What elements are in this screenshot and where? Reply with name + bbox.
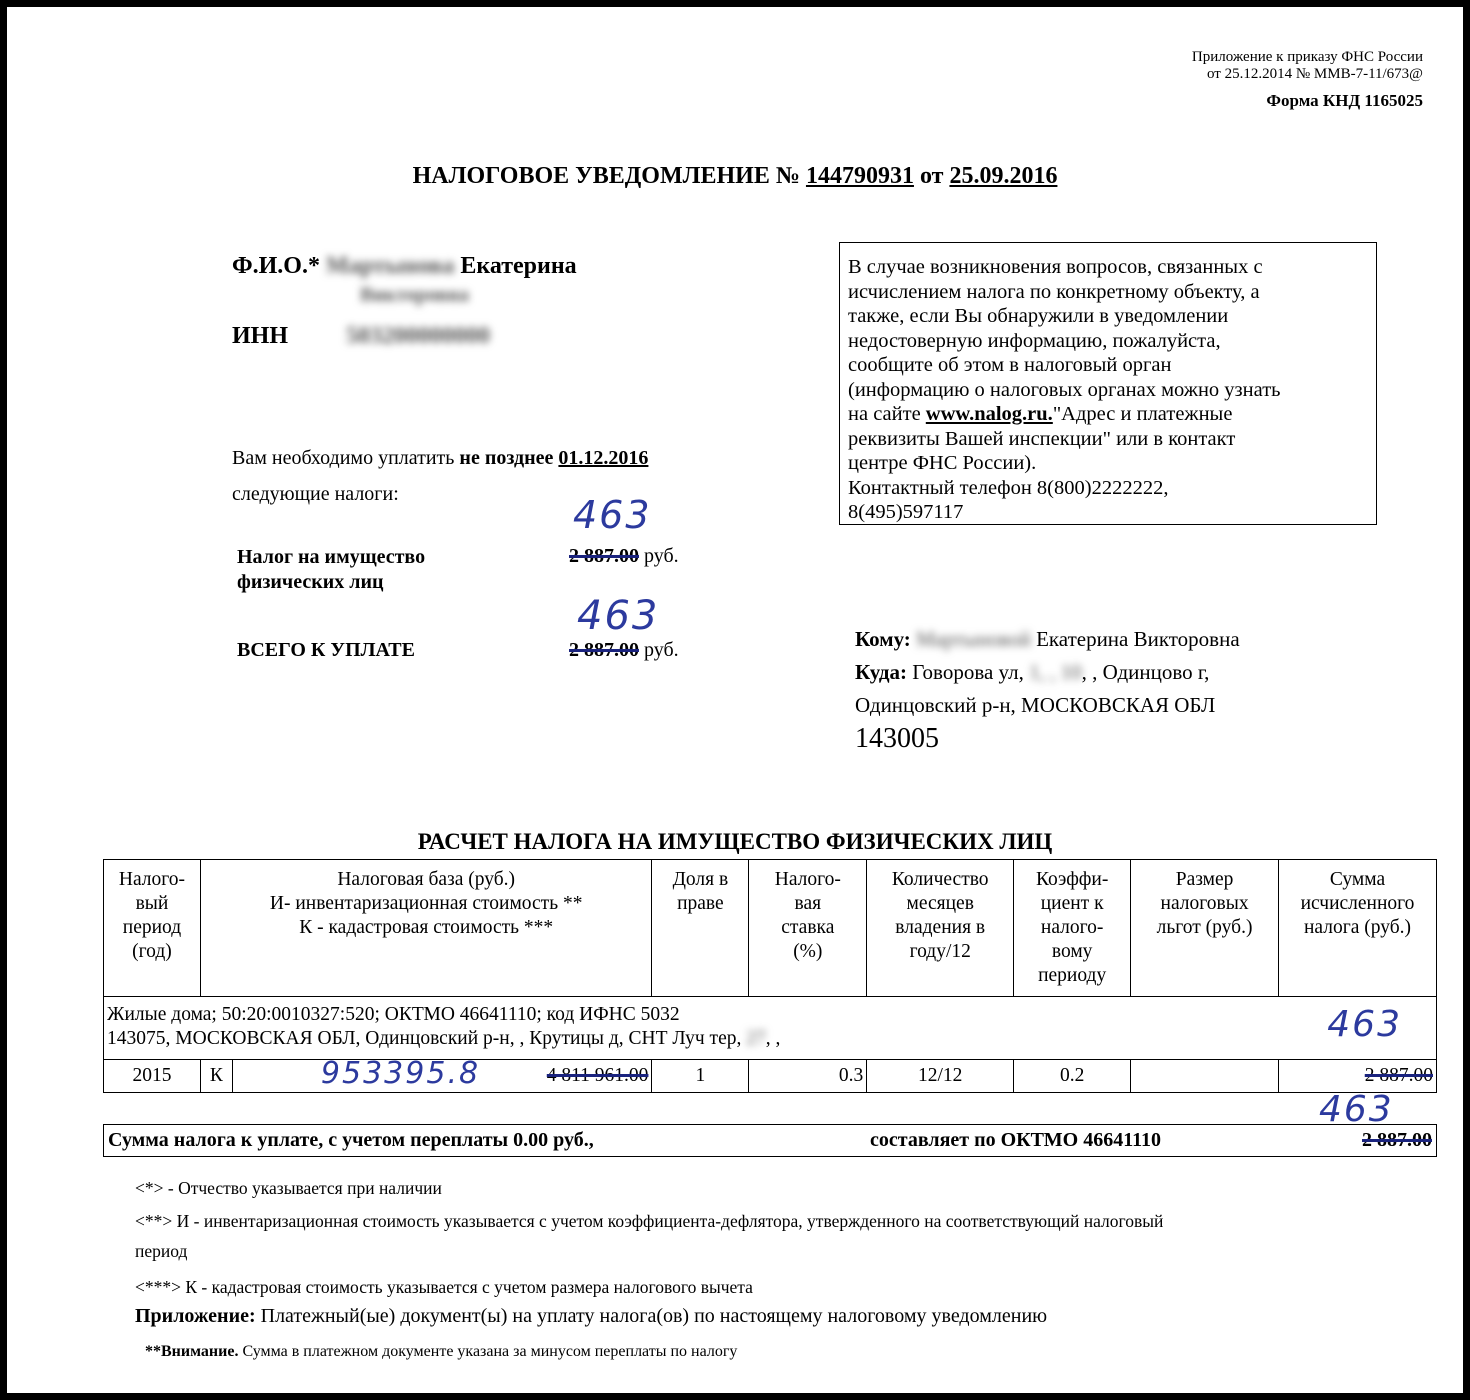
header-sum-l3: налога (руб.) (1303, 917, 1412, 938)
recipient-where-line2: Одинцовский р-н, МОСКОВСКАЯ ОБЛ (855, 693, 1216, 717)
header-sum-l2: исчисленного (1300, 893, 1415, 914)
where-house-redacted: 1, , 10 (1029, 660, 1082, 684)
title-prefix: НАЛОГОВОЕ УВЕДОМЛЕНИЕ № (412, 163, 800, 189)
info-line-8: реквизиты Вашей инспекции" или в контакт (848, 427, 1236, 450)
where-label: Куда: (855, 660, 907, 684)
sum-value-struck: 2 887.00 (1364, 1065, 1433, 1086)
to-label: Кому: (855, 627, 911, 651)
tax-name-line2: физических лиц (237, 571, 384, 593)
order-reference-line1: Приложение к приказу ФНС России (1191, 49, 1423, 65)
header-share (652, 860, 749, 997)
total-label: ВСЕГО К УПЛАТЕ (237, 639, 415, 661)
header-base (200, 860, 651, 997)
base-value-struck: 4 811 961.00 (546, 1065, 649, 1086)
table-header-row (104, 860, 1437, 997)
header-benefits-l3: льгот (руб.) (1156, 917, 1253, 938)
order-reference (1192, 49, 1423, 83)
appendix-label: Приложение: (135, 1305, 256, 1327)
cell-base-type: К (200, 1060, 232, 1093)
calculation-title: РАСЧЕТ НАЛОГА НА ИМУЩЕСТВО ФИЗИЧЕСКИХ ЛИЦ (417, 829, 1053, 854)
fio-surname-redacted: Мартынова (325, 253, 455, 279)
object-sum-handwritten: 463 (1327, 1004, 1402, 1045)
info-line-1: В случае возникновения вопросов, связанных с (848, 256, 1263, 278)
form-code: Форма КНД 1165025 (1266, 91, 1423, 110)
header-share-l2: праве (677, 893, 724, 914)
fio-label: Ф.И.О.* (232, 253, 320, 279)
payment-due (232, 447, 648, 470)
attention-text: Сумма в платежном документе указана за минусом переплаты по налогу (242, 1343, 738, 1360)
header-months-l1: Количество (891, 869, 989, 890)
tax-amount-row (569, 545, 679, 568)
header-coef-l1: Коэффи- (1035, 869, 1109, 890)
info-line-2: исчислением налога по конкретному объекту, а (848, 280, 1260, 303)
due-date: 01.12.2016 (558, 447, 649, 469)
info-line-10: Контактный телефон 8(800)2222222, (848, 476, 1169, 499)
cell-rate: 0.3 (749, 1060, 867, 1093)
tax-amount-struck: 2 887.00 (569, 545, 639, 567)
object-row (104, 997, 1437, 1060)
header-rate (749, 860, 867, 997)
header-coef-l5: периоду (1038, 965, 1107, 986)
cell-sum (1279, 1060, 1437, 1093)
info-line-6: (информацию о налоговых органах можно узнать (848, 378, 1281, 401)
where-city: , , Одинцово г, (1081, 660, 1210, 684)
note-3: <***> К - кадастровая стоимость указывается с учетом размера налогового вычета (135, 1277, 753, 1297)
header-rate-l2: вая (794, 893, 822, 914)
info-line-9: центре ФНС России). (848, 452, 1037, 474)
recipient-zip: 143005 (855, 723, 939, 754)
cell-share: 1 (652, 1060, 749, 1093)
header-rate-l3: ставка (781, 917, 835, 938)
header-period-l4: (год) (132, 941, 172, 962)
attention-note (145, 1343, 737, 1361)
summary-box (103, 1124, 1437, 1157)
tax-name-line1: Налог на имущество (237, 546, 426, 568)
cell-base (232, 1056, 652, 1093)
header-base-l2: И- инвентаризационная стоимость ** (269, 893, 583, 914)
header-coef (1014, 860, 1131, 997)
notice-number: 144790931 (805, 163, 914, 189)
header-period-l1: Налого- (118, 869, 186, 890)
header-period-l3: период (122, 917, 182, 938)
header-sum-l1: Сумма (1329, 869, 1386, 890)
object-tail: , , (765, 1028, 781, 1049)
title-from: от (919, 163, 944, 189)
info-line-11: 8(495)597117 (848, 501, 964, 523)
info-site-suffix: "Адрес и платежные (1052, 403, 1233, 425)
notice-title (7, 163, 1463, 190)
cell-months: 12/12 (867, 1060, 1014, 1093)
order-reference-line2: от 25.12.2014 № ММВ-7-11/673@ (1206, 66, 1423, 82)
header-sum (1279, 860, 1437, 997)
due-prefix: Вам необходимо уплатить (232, 447, 455, 469)
header-coef-l3: налого- (1040, 917, 1104, 938)
due-bold: не позднее (459, 447, 554, 469)
tax-amount-handwritten: 463 (573, 493, 652, 537)
recipient-to (855, 627, 1240, 652)
summary-label: Сумма налога к уплате, с учетом переплаты 0.00 руб., (108, 1129, 594, 1151)
note-2 (135, 1206, 1445, 1266)
header-share-l1: Доля в (672, 869, 729, 890)
inn-label: ИНН (232, 323, 289, 349)
total-amount-row (569, 639, 679, 662)
fio-name: Екатерина (460, 253, 577, 279)
info-line-5: сообщите об этом в налоговый орган (848, 354, 1172, 376)
header-months (867, 860, 1014, 997)
inn-value-redacted: 503200000000 (346, 323, 491, 349)
cell-coef: 0.2 (1014, 1060, 1131, 1093)
summary-amount-struck: 2 887.00 (1362, 1129, 1432, 1151)
object-description (104, 997, 1437, 1060)
attention-label: **Внимание. (145, 1343, 239, 1360)
table-row (104, 1060, 1437, 1093)
info-line-7 (848, 402, 1366, 427)
cell-benefits (1131, 1060, 1279, 1093)
header-rate-l1: Налого- (774, 869, 841, 890)
recipient-where (855, 660, 1209, 685)
summary-amount-handwritten: 463 (1319, 1089, 1394, 1130)
total-currency: руб. (644, 639, 679, 661)
to-surname-redacted: Мартыновой (916, 627, 1031, 651)
header-rate-l4: (%) (793, 941, 823, 962)
header-months-l3: владения в (895, 917, 986, 938)
calculation-table (103, 859, 1437, 1093)
note-1: <*> - Отчество указывается при наличии (135, 1178, 442, 1198)
header-period (104, 860, 201, 997)
header-base-l3: К - кадастровая стоимость *** (299, 917, 554, 938)
note-2-line2: период (135, 1241, 188, 1261)
tax-currency: руб. (644, 545, 679, 567)
total-amount-struck: 2 887.00 (569, 639, 639, 661)
summary-oktmo: составляет по ОКТМО 46641110 (870, 1129, 1161, 1151)
header-benefits (1131, 860, 1279, 997)
object-line-2 (107, 1027, 1433, 1051)
notice-date: 25.09.2016 (949, 163, 1058, 189)
appendix-text: Платежный(ые) документ(ы) на уплату налога(ов) по настоящему налоговому уведомлению (260, 1305, 1048, 1327)
base-handwritten: 953395.8 (320, 1056, 481, 1091)
info-line-4: недостоверную информацию, пожалуйста, (848, 329, 1221, 352)
object-line-1: Жилые дома; 50:20:0010327:520; ОКТМО 46641110; код ИФНС 5032 (107, 1004, 680, 1025)
taxpayer-fio (232, 252, 577, 309)
nalog-site-link[interactable]: www.nalog.ru. (925, 403, 1053, 425)
note-2-line1: <**> И - инвентаризационная стоимость указывается с учетом коэффициента-дефлятора, утвержденного на соответствующий налоговый (135, 1211, 1164, 1231)
info-line-3: также, если Вы обнаружили в уведомлении (848, 305, 1229, 327)
header-period-l2: вый (135, 893, 169, 914)
tax-name (237, 545, 537, 595)
header-base-l1: Налоговая база (руб.) (337, 869, 516, 890)
info-box (839, 242, 1377, 525)
header-benefits-l1: Размер (1175, 869, 1234, 890)
header-coef-l2: циент к (1040, 893, 1104, 914)
total-amount-handwritten: 463 (577, 593, 660, 639)
taxpayer-inn (232, 323, 490, 350)
info-site-prefix: на сайте (848, 403, 921, 425)
fio-patronymic: Викторовна (360, 284, 469, 306)
header-coef-l4: вому (1051, 941, 1093, 962)
header-months-l2: месяцев (906, 893, 974, 914)
object-plot-redacted: 27 (746, 1028, 766, 1049)
where-street: Говорова ул, (912, 660, 1024, 684)
object-address: 143075, МОСКОВСКАЯ ОБЛ, Одинцовский р-н, , Крутицы д, СНТ Луч тер, (107, 1028, 742, 1049)
appendix (135, 1305, 1047, 1328)
cell-period: 2015 (104, 1060, 201, 1093)
following-taxes: следующие налоги: (232, 483, 399, 505)
header-months-l4: году/12 (909, 941, 971, 962)
to-name: Екатерина Викторовна (1036, 627, 1240, 651)
header-benefits-l2: налоговых (1160, 893, 1249, 914)
